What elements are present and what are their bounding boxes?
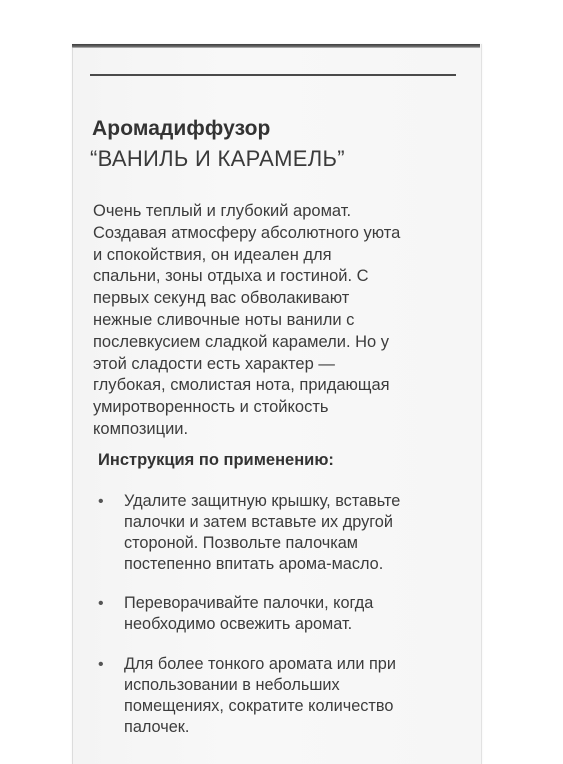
instruction-line: палочки и затем вставьте их другой bbox=[124, 513, 393, 531]
instructions-heading: Инструкция по применению: bbox=[98, 451, 334, 469]
instruction-line: палочек. bbox=[124, 718, 190, 736]
instruction-line: стороной. Позвольте палочкам bbox=[124, 534, 358, 552]
description-line: композиции. bbox=[93, 419, 189, 438]
product-subtitle: “ВАНИЛЬ И КАРАМЕЛЬ” bbox=[90, 146, 345, 171]
instruction-text bbox=[124, 654, 396, 738]
description-line: Создавая атмосферу абсолютного уюта bbox=[93, 223, 401, 242]
bullet-icon: • bbox=[98, 595, 104, 612]
instruction-line: использовании в небольших bbox=[124, 676, 340, 694]
description-line: и спокойствия, он идеален для bbox=[93, 245, 332, 264]
description-line: нежные сливочные ноты ванили с bbox=[93, 310, 355, 329]
description-line: этой сладости есть характер — bbox=[93, 354, 335, 373]
description-line: Очень теплый и глубокий аромат. bbox=[93, 202, 352, 220]
instruction-line: Для более тонкого аромата или при bbox=[124, 655, 396, 673]
instruction-line: необходимо освежить аромат. bbox=[124, 615, 353, 633]
instruction-text bbox=[124, 593, 373, 635]
instruction-line: Переворачивайте палочки, когда bbox=[124, 594, 374, 612]
divider-line bbox=[90, 74, 456, 76]
bullet-icon: • bbox=[98, 493, 104, 510]
description-line: первых секунд вас обволакивают bbox=[93, 289, 350, 308]
instruction-text bbox=[124, 491, 400, 575]
bullet-icon: • bbox=[98, 656, 104, 673]
instruction-line: Удалите защитную крышку, вставьте bbox=[124, 492, 401, 510]
product-title: Аромадиффузор bbox=[92, 117, 271, 140]
description-line: умиротворенность и стойкость bbox=[93, 398, 329, 417]
description-line: глубокая, смолистая нота, придающая bbox=[93, 376, 390, 395]
instruction-line: постепенно впитать арома-масло. bbox=[124, 555, 384, 573]
box-top-edge bbox=[72, 44, 480, 48]
description-line: послевкусием сладкой карамели. Но у bbox=[93, 332, 390, 351]
product-description bbox=[93, 201, 465, 441]
description-line: спальни, зоны отдыха и гостиной. С bbox=[93, 267, 369, 286]
instruction-line: помещениях, сократите количество bbox=[124, 697, 394, 715]
